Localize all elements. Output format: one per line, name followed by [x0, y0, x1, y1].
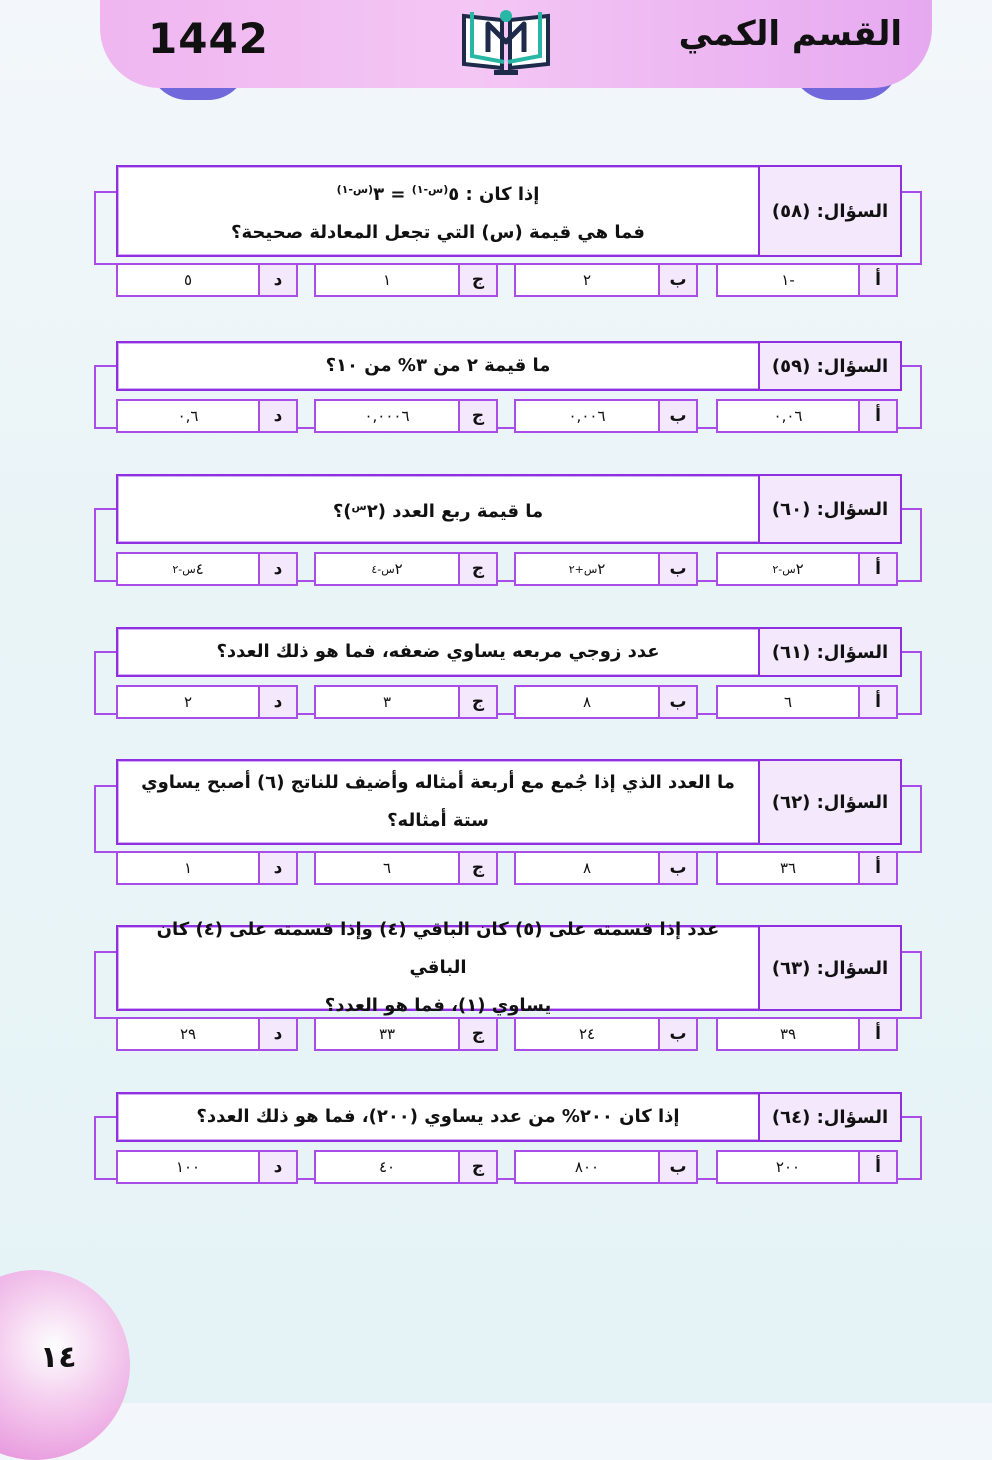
choice-c[interactable]: ج ١ — [314, 263, 498, 297]
answer-choices — [116, 685, 898, 719]
question-number-label: السؤال: (٦٠) — [758, 476, 900, 542]
question-stem — [116, 341, 902, 391]
choice-b[interactable]: ب ٢٤ — [514, 1017, 698, 1051]
choice-d[interactable]: د ١ — [116, 851, 298, 885]
choice-b[interactable]: ب ٨٠٠ — [514, 1150, 698, 1184]
page-number: ١٤ — [40, 1340, 77, 1375]
choice-a[interactable]: أ ٣٦ — [716, 851, 898, 885]
answer-choices — [116, 552, 898, 586]
question-number-label: السؤال: (٦٣) — [758, 927, 900, 1009]
question-text — [118, 476, 758, 542]
question-number-label: السؤال: (٦٤) — [758, 1094, 900, 1140]
question-text — [118, 629, 758, 675]
answer-choices — [116, 263, 898, 297]
question-63 — [94, 919, 922, 1055]
question-line: ستة أمثاله؟ — [387, 810, 489, 831]
choice-d[interactable]: د ٠,٦ — [116, 399, 298, 433]
question-stem — [116, 1092, 902, 1142]
choice-b[interactable]: ب ٠,٠٠٦ — [514, 399, 698, 433]
question-stem — [116, 919, 902, 1016]
question-text — [118, 761, 758, 843]
choice-b[interactable]: ب ٨ — [514, 685, 698, 719]
question-line: عدد زوجي مربعه يساوي ضعفه، فما هو ذلك العدد؟ — [216, 641, 660, 662]
question-line: ما قيمة ٢ من ٣% من ١٠؟ — [325, 355, 551, 376]
choice-b[interactable]: ب ٨ — [514, 851, 698, 885]
choice-b[interactable]: ب ٢ س+٢ — [514, 552, 698, 586]
question-line: ما قيمة ربع العدد $(٢^س)؟$ — [332, 499, 544, 522]
choice-c[interactable]: ج ٠,٠٠٠٦ — [314, 399, 498, 433]
question-number-label: السؤال: (٦٢) — [758, 761, 900, 843]
header-section-title: القسم الكمي — [678, 14, 902, 54]
question-stem — [116, 165, 902, 257]
question-60 — [94, 474, 922, 594]
question-line: إذا كان ٢٠٠% من عدد يساوي (٢٠٠)، فما هو ذلك العدد؟ — [196, 1106, 680, 1127]
choice-d[interactable]: د ٢ — [116, 685, 298, 719]
choice-a[interactable]: أ ٢ س-٢ — [716, 552, 898, 586]
question-text — [118, 1094, 758, 1140]
choice-d[interactable]: د ١٠٠ — [116, 1150, 298, 1184]
question-62 — [94, 759, 922, 889]
choice-c[interactable]: ج ٦ — [314, 851, 498, 885]
choice-a[interactable]: أ -١ — [716, 263, 898, 297]
question-line: ما العدد الذي إذا جُمع مع أربعة أمثاله وأضيف للناتج (٦) أصبح يساوي — [141, 772, 735, 793]
choice-a[interactable]: أ ٣٩ — [716, 1017, 898, 1051]
question-number-label: السؤال: (٥٨) — [758, 167, 900, 255]
choice-b[interactable]: ب ٢ — [514, 263, 698, 297]
answer-choices — [116, 399, 898, 433]
question-64 — [94, 1092, 922, 1192]
question-text — [118, 919, 758, 1016]
question-59 — [94, 341, 922, 441]
question-line: يساوي (١)، فما هو العدد؟ — [324, 995, 552, 1016]
choice-c[interactable]: ج ٢ س-٤ — [314, 552, 498, 586]
question-stem — [116, 759, 902, 845]
choice-a[interactable]: أ ٠,٠٦ — [716, 399, 898, 433]
question-text — [118, 343, 758, 389]
choice-d[interactable]: د ٢٩ — [116, 1017, 298, 1051]
question-58 — [94, 165, 922, 305]
choice-c[interactable]: ج ٤٠ — [314, 1150, 498, 1184]
question-line: إذا كان : $٥^{(س-١)}$ = $٣^{(س-١)}$ — [336, 182, 540, 205]
question-text — [118, 167, 758, 255]
question-number-label: السؤال: (٥٩) — [758, 343, 900, 389]
question-number-label: السؤال: (٦١) — [758, 629, 900, 675]
choice-d[interactable]: د ٤ س-٢ — [116, 552, 298, 586]
question-stem — [116, 474, 902, 544]
choice-a[interactable]: أ ٦ — [716, 685, 898, 719]
answer-choices — [116, 1017, 898, 1051]
question-line: فما هي قيمة (س) التي تجعل المعادلة صحيحة؟ — [231, 221, 645, 243]
question-line: عدد إذا قسمته على (٥) كان الباقي (٤) وإذا قسمته على (٤) كان الباقي — [156, 919, 720, 978]
question-61 — [94, 627, 922, 727]
choice-a[interactable]: أ ٢٠٠ — [716, 1150, 898, 1184]
choice-c[interactable]: ج ٣٣ — [314, 1017, 498, 1051]
question-stem — [116, 627, 902, 677]
book-logo-icon — [458, 2, 554, 78]
choice-c[interactable]: ج ٣ — [314, 685, 498, 719]
answer-choices — [116, 851, 898, 885]
header-year: 1442 — [148, 14, 269, 63]
answer-choices — [116, 1150, 898, 1184]
choice-d[interactable]: د ٥ — [116, 263, 298, 297]
